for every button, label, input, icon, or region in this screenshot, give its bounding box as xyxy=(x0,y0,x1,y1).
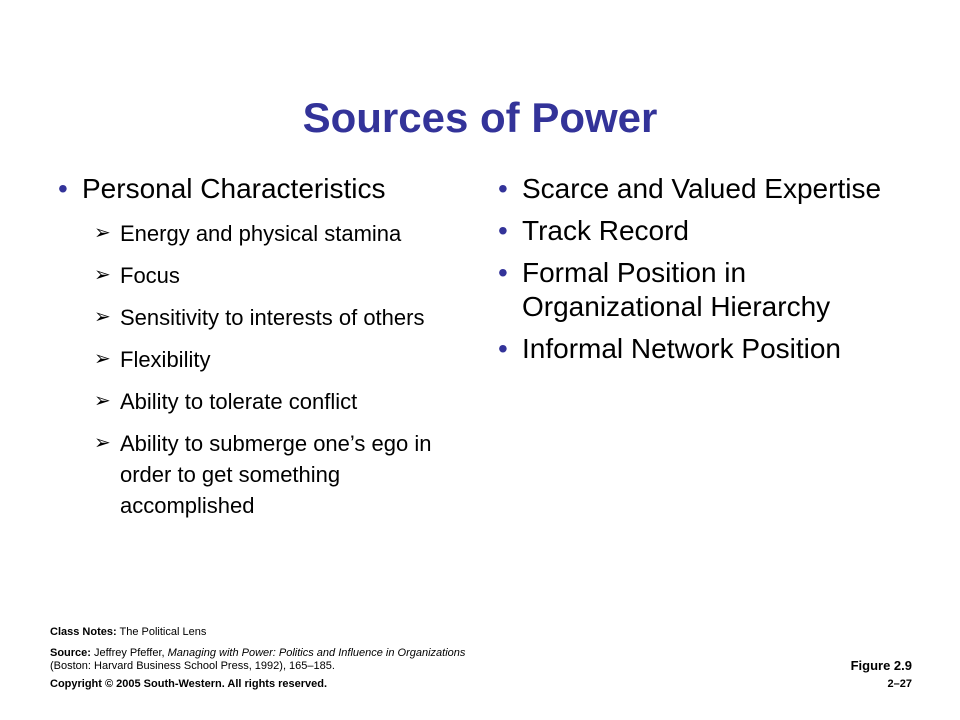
bullet-item xyxy=(498,172,918,206)
class-notes xyxy=(50,626,470,639)
arrow-bullet-icon: ➢ xyxy=(94,222,111,244)
list-item-label: Flexibility xyxy=(120,347,211,372)
list-item xyxy=(58,428,458,521)
list-item xyxy=(58,344,458,375)
bullet-item xyxy=(498,256,918,324)
source-label: Source: xyxy=(50,647,91,659)
copyright-notice: Copyright © 2005 South-Western. All rights reserved. xyxy=(50,678,328,690)
bullet-dot-icon: • xyxy=(498,173,508,204)
bullet-label: Formal Position in Organizational Hierarchy xyxy=(522,257,831,322)
list-item-label: Ability to tolerate conflict xyxy=(120,389,358,414)
class-notes-label: Class Notes: xyxy=(50,626,117,638)
list-item-label: Energy and physical stamina xyxy=(120,221,402,246)
bullet-dot-icon: • xyxy=(58,173,68,204)
source-book-title: Managing with Power: Politics and Influence in Organizations xyxy=(167,647,466,659)
source-publication: (Boston: Harvard Business School Press, 1992), 165–185. xyxy=(50,660,335,672)
right-column xyxy=(498,172,918,374)
arrow-bullet-icon: ➢ xyxy=(94,348,111,370)
bullet-dot-icon: • xyxy=(498,333,508,364)
list-item-label: Ability to submerge one’s ego in order to get something accomplished xyxy=(120,431,432,518)
slide-title: Sources of Power xyxy=(302,94,658,141)
list-item xyxy=(58,386,458,417)
bullet-item xyxy=(498,332,918,366)
bullet-dot-icon: • xyxy=(498,215,508,246)
source-author: Jeffrey Pfeffer, xyxy=(94,647,165,659)
bullet-label: Personal Characteristics xyxy=(82,173,386,204)
source-citation xyxy=(50,647,470,673)
bullet-personal-characteristics xyxy=(58,172,458,206)
bullet-label: Track Record xyxy=(522,215,690,246)
bullet-label: Scarce and Valued Expertise xyxy=(522,173,882,204)
left-column xyxy=(58,172,458,532)
figure-number: Figure 2.9 xyxy=(850,658,912,673)
bullet-dot-icon: • xyxy=(498,257,508,288)
list-item-label: Sensitivity to interests of others xyxy=(120,305,425,330)
page-number: 2–27 xyxy=(887,678,912,690)
arrow-bullet-icon: ➢ xyxy=(94,264,111,286)
arrow-bullet-icon: ➢ xyxy=(94,432,111,454)
bullet-item xyxy=(498,214,918,248)
list-item xyxy=(58,260,458,291)
list-item xyxy=(58,302,458,333)
bullet-label: Informal Network Position xyxy=(522,333,842,364)
arrow-bullet-icon: ➢ xyxy=(94,390,111,412)
list-item xyxy=(58,218,458,249)
class-notes-text: The Political Lens xyxy=(119,626,207,638)
list-item-label: Focus xyxy=(120,263,180,288)
characteristics-list xyxy=(58,218,458,521)
arrow-bullet-icon: ➢ xyxy=(94,306,111,328)
footnotes xyxy=(50,626,470,681)
